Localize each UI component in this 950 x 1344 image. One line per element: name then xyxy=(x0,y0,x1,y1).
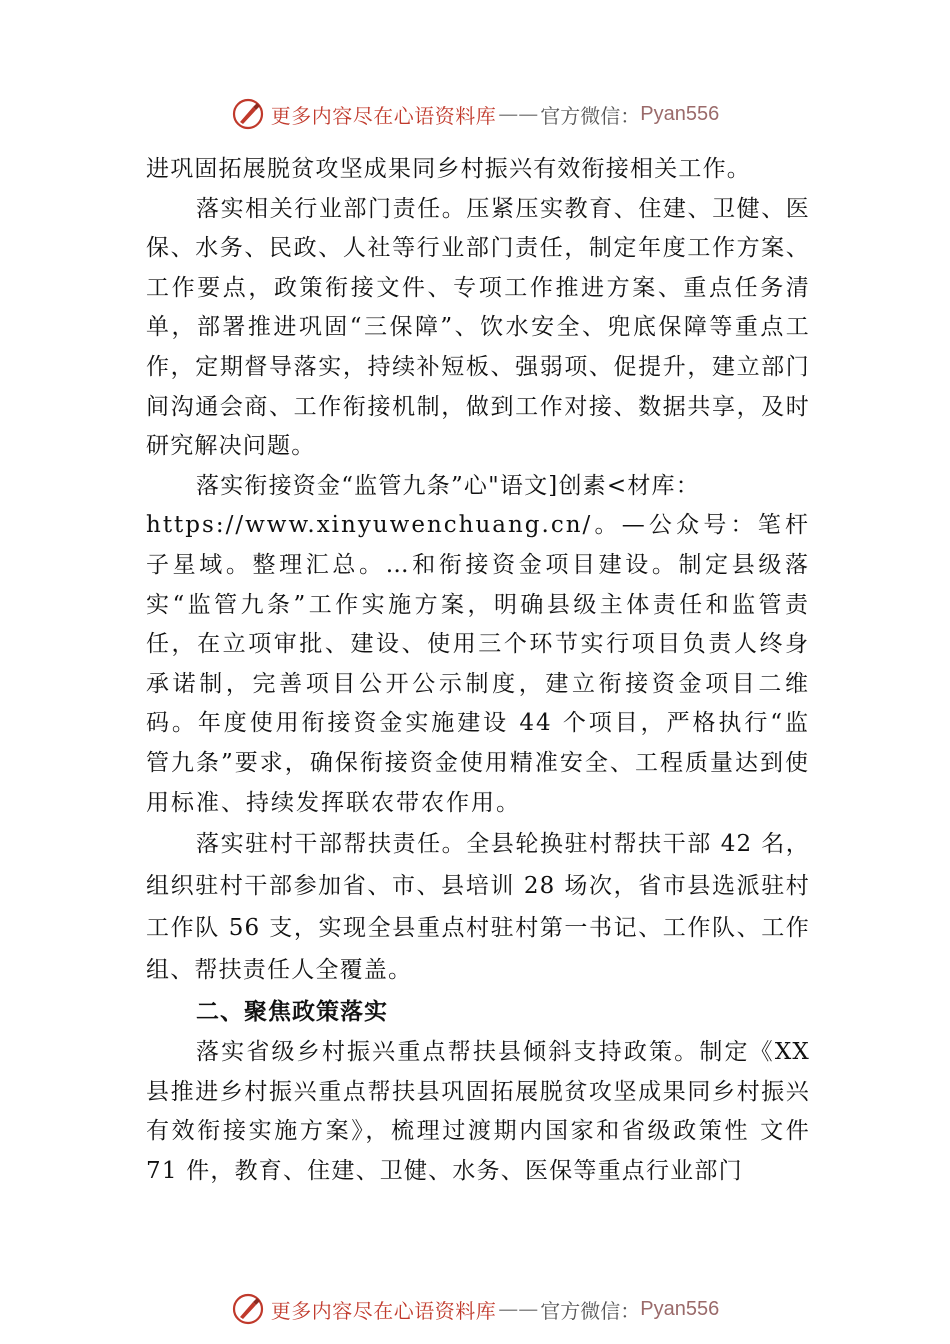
banner-text: 更多内容尽在心语资料库 xyxy=(270,1298,497,1323)
banner-text: 更多内容尽在心语资料库 xyxy=(270,103,497,128)
pen-logo-icon xyxy=(231,97,265,131)
paragraph-continuation: 进巩固拓展脱贫攻坚成果同乡村振兴有效衔接相关工作。 xyxy=(146,156,751,182)
document-body xyxy=(146,150,810,1191)
paragraph-industry-responsibility: 落实相关行业部门责任。压紧压实教育、住建、卫健、医保、水务、民政、人社等行业部门责任，制定年度工作方案、工作要点，政策衔接文件、专项工作推进方案、重点任务清单，部署推进巩固“三保障”、饮水安全、兜底保障等重点工作，定期督导落实，持续补短板、强弱项、促提升，建立部门间沟通会商、工作衔接机制，做到工作对接、数据共享，及时研究解决问题。 xyxy=(146,195,810,460)
paragraph-village-cadres: 落实驻村干部帮扶责任。全县轮换驻村帮扶干部 42 名，组织驻村干部参加省、市、县培训 28 场次，省市县选派驻村工作队 56 支，实现全县重点村驻村第一书记、工作队、工作组、帮扶责任人全覆盖。 xyxy=(146,831,810,984)
paragraph-funds-supervision-intro: 落实衔接资金“监管九条”心"语文]创素<材库： xyxy=(196,472,700,499)
section-heading: 二、聚焦政策落实 xyxy=(196,999,388,1026)
banner-separator: —— xyxy=(498,102,539,126)
paragraph-provincial-policy: 落实省级乡村振兴重点帮扶县倾斜支持政策。制定《XX县推进乡村振兴重点帮扶县巩固拓展脱贫攻坚成果同乡村振兴有效衔接实施方案》，梳理过渡期内国家和省级政策性 文件 71 件，教育、住建、卫健、水务、医保等重点行业部门 xyxy=(146,1039,810,1184)
paragraph-funds-supervision: https://www.xinyuwenchuang.cn/。—公众号：笔杆子星域。整理汇总。…和衔接资金项目建设。制定县级落实“监管九条”工作实施方案，明确县级主体责任和监管责任，在立项审批、建设、使用三个环节实行项目负责人终身承诺制，完善项目公开公示制度，建立衔接资金项目二维码。年度使用衔接资金实施建设 44 个项目，严格执行“监管九条”要求，确保衔接资金使用精准安全、工程质量达到使用标准、持续发挥联农带农作用。 xyxy=(146,512,810,816)
banner-wechat-id: Pyan556 xyxy=(640,102,720,125)
footer-banner xyxy=(0,1289,950,1329)
header-banner xyxy=(0,94,950,134)
pen-logo-icon xyxy=(231,1292,265,1326)
banner-wechat-label: 官方微信： xyxy=(540,103,641,128)
banner-separator: —— xyxy=(498,1297,539,1321)
banner-wechat-label: 官方微信： xyxy=(540,1298,641,1323)
banner-wechat-id: Pyan556 xyxy=(640,1297,720,1320)
